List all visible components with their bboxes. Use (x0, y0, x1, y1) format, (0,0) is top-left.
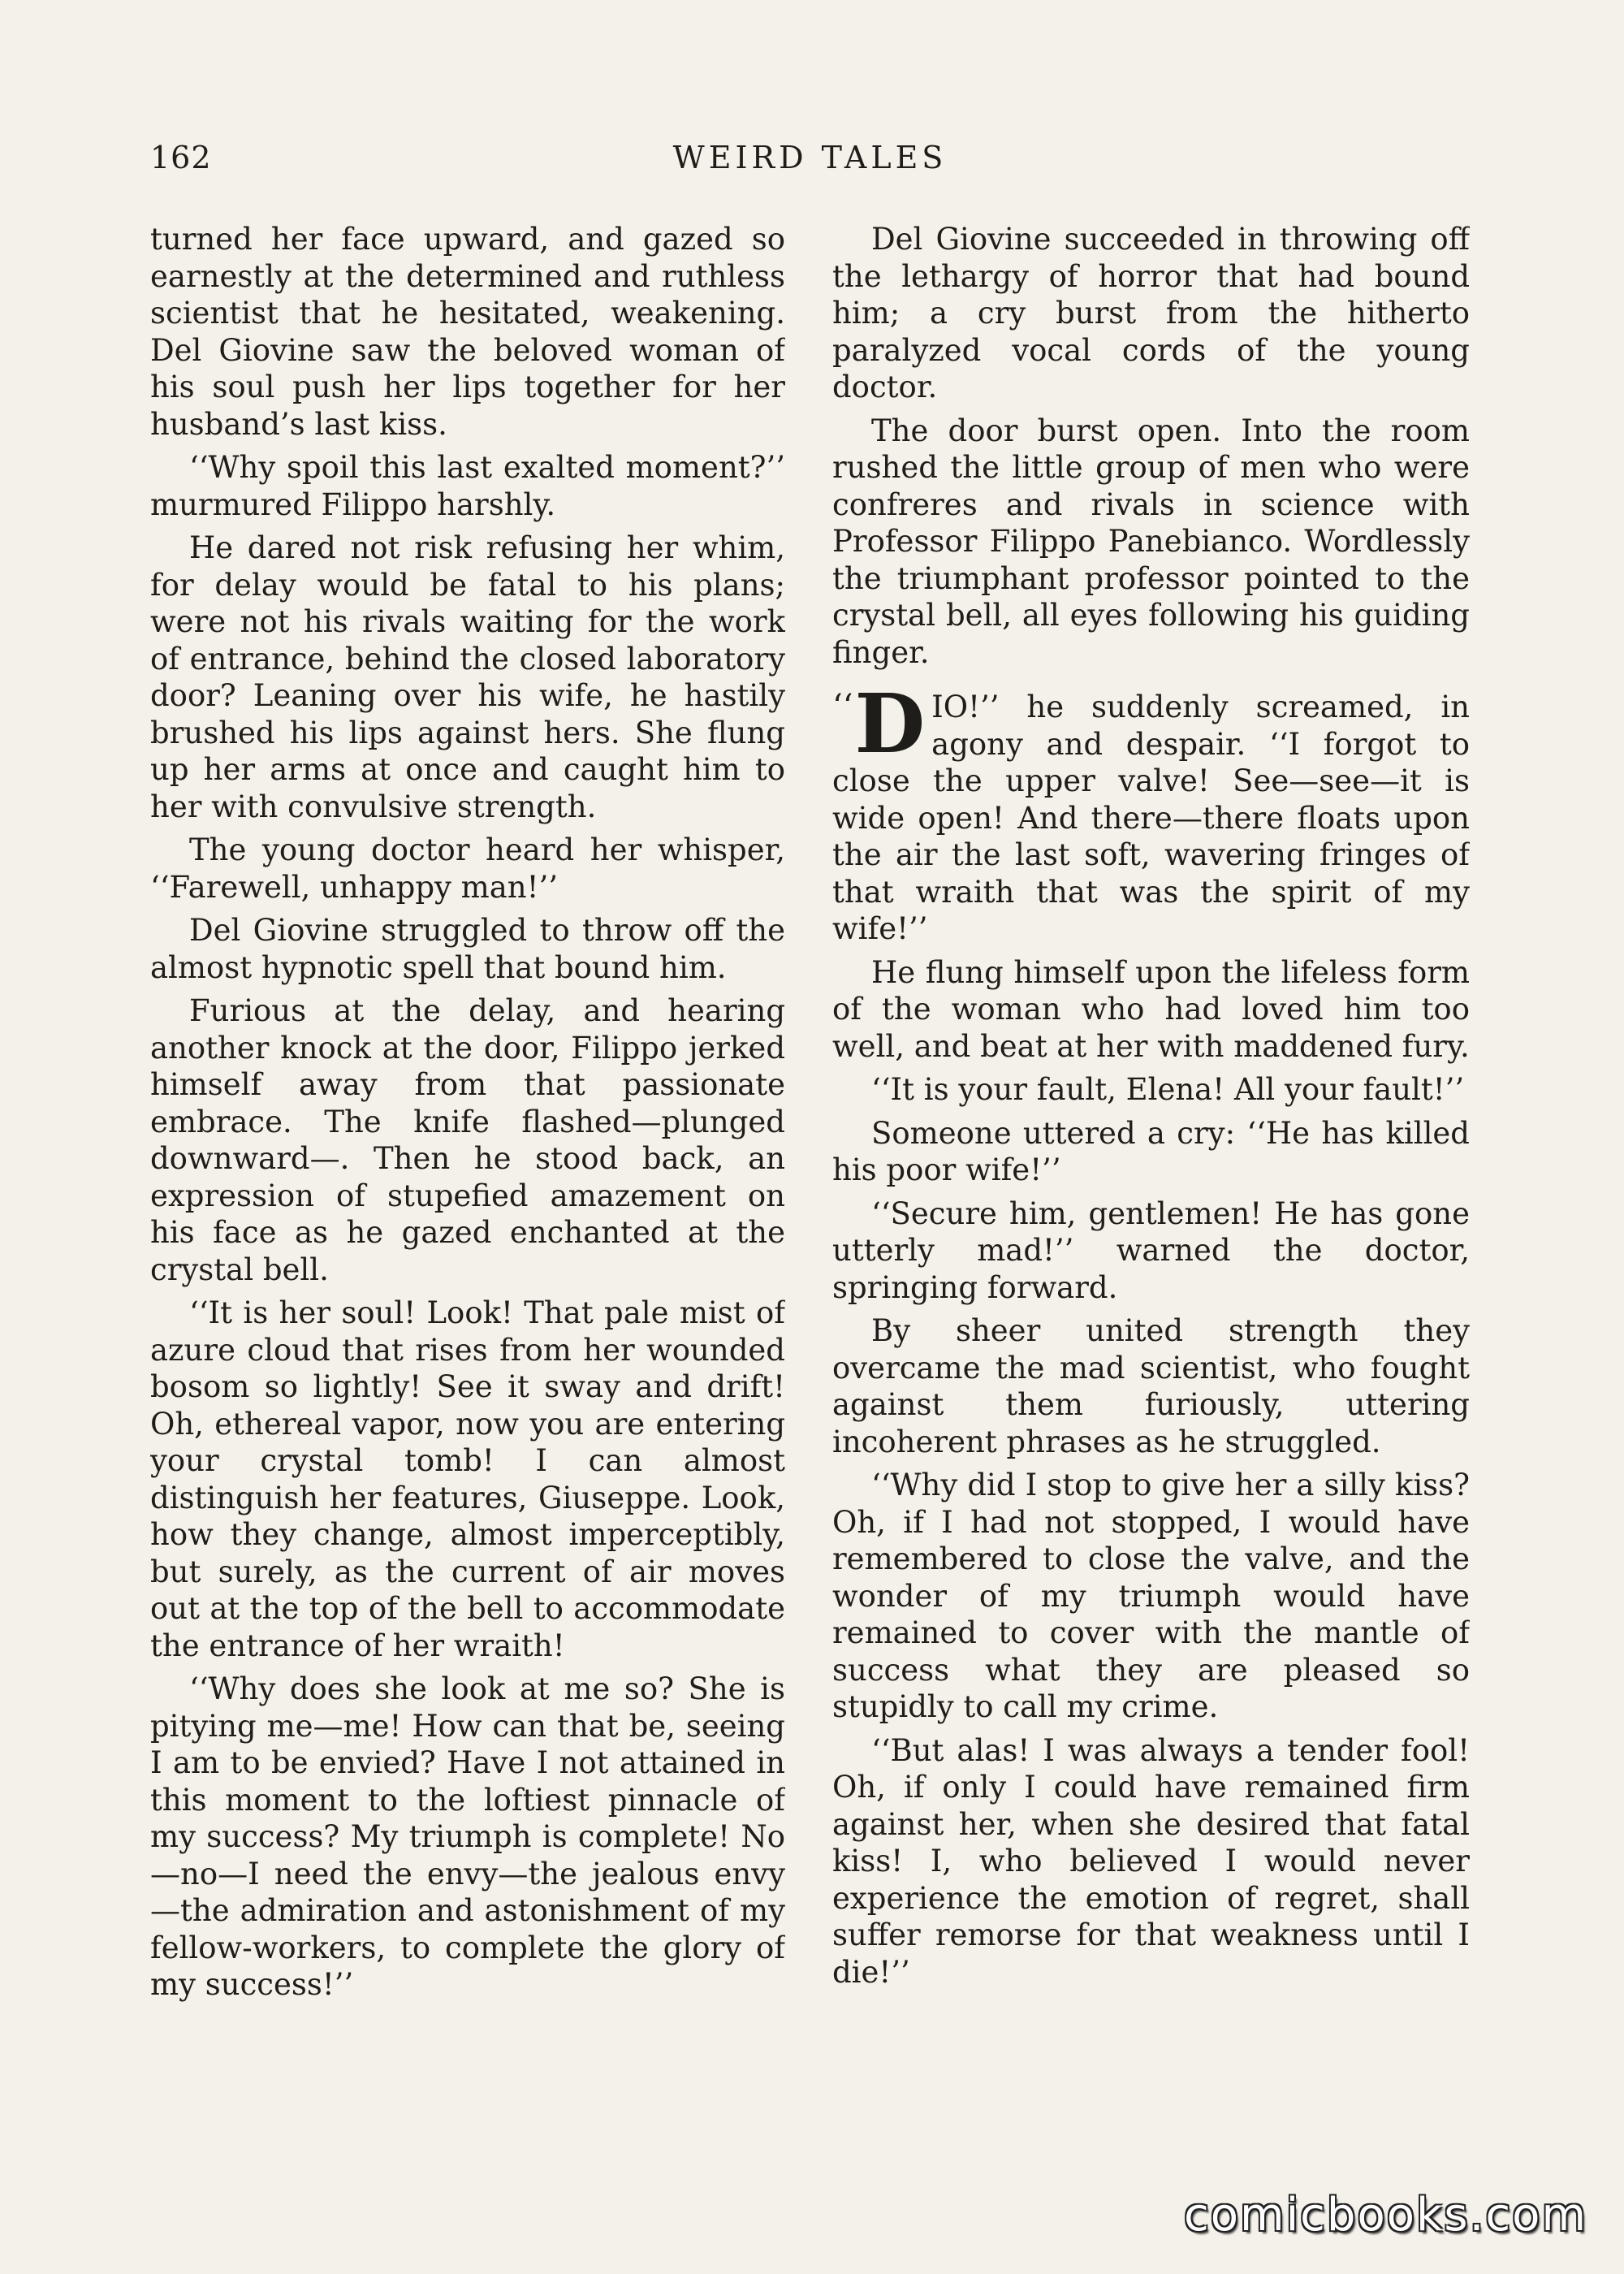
paragraph: The young doctor heard her whisper, ‘‘Farewell, unhappy man!’’ (150, 832, 785, 905)
paragraph: ‘‘Why did I stop to give her a silly kiss? Oh, if I had not stopped, I would have remembered to close the valve, and the wonder of my triumph would have remained to cover with the mantle of success what they are pleased so stupidly to call my crime. (832, 1468, 1470, 1724)
dropcap-text: IO!’’ he suddenly screamed, in agony and despair. ‘‘I forgot to close the upper valve! See—see—it is wide open! And there—there floats upon the air the last soft, wavering fringes of that wraith that was the spirit of my wife!’’ (832, 690, 1470, 946)
paragraph: Furious at the delay, and hearing another knock at the door, Filippo jerked himself away from that passionate embrace. The knife flashed—plunged downward—. Then he stood back, an expression of stupefied amazement on his face as he gazed enchanted at the crystal bell. (150, 993, 785, 1287)
paragraph: ‘‘Why does she look at me so? She is pitying me—me! How can that be, seeing I am to be envied? Have I not attained in this moment to the loftiest pinnacle of my success? My triumph is complete! No—no—I need the envy—the jealous envy—the admiration and astonishment of my fellow-workers, to complete the glory of my success!’’ (150, 1671, 785, 2002)
paragraph: ‘‘But alas! I was always a tender fool! Oh, if only I could have remained firm against her, when she desired that fatal kiss! I, who believed I would never experience the emotion of regret, shall suffer remorse for that weakness until I die!’’ (832, 1732, 1470, 1990)
paragraph: Del Giovine succeeded in throwing off the lethargy of horror that had bound him; a cry burst from the hitherto paralyzed vocal cords of the young doctor. (832, 222, 1470, 404)
page-number: 162 (150, 140, 212, 175)
paragraph: ‘‘It is her soul! Look! That pale mist of azure cloud that rises from her wounded bosom so lightly! See it sway and drift! Oh, ethereal vapor, now you are entering your crystal tomb! I can almost distinguish her features, Giuseppe. Look, how they change, almost imperceptibly, but surely, as the current of air moves out at the top of the bell to accommodate the entrance of her wraith! (150, 1295, 785, 1663)
paragraph: ‘‘Secure him, gentlemen! He has gone utterly mad!’’ warned the doctor, springing forward. (832, 1195, 1470, 1305)
paragraph: He dared not risk refusing her whim, for delay would be fatal to his plans; were not his rivals waiting for the work of entrance, behind the closed laboratory door? Leaning over his wife, he hastily brushed his lips against hers. She flung up her arms at once and caught him to her with convulsive strength. (150, 530, 785, 824)
paragraph: By sheer united strength they overcame the mad scientist, who fought against them furiously, uttering incoherent phrases as he struggled. (832, 1313, 1470, 1459)
paragraph: ‘‘It is your fault, Elena! All your fault!’’ (871, 1072, 1465, 1107)
left-column (150, 221, 785, 2113)
paragraph: Del Giovine struggled to throw off the almost hypnotic spell that bound him. (150, 913, 785, 985)
right-column (832, 221, 1470, 2113)
page-header (150, 140, 1470, 188)
dropcap-open-quote: ‘‘ (832, 688, 853, 725)
dropcap-paragraph (832, 676, 1470, 948)
paragraph: turned her face upward, and gazed so earnestly at the determined and ruthless scientist that he hesitated, weakening. Del Giovine saw the beloved woman of his soul push her lips together for her husband’s last kiss. (150, 222, 785, 442)
running-head: WEIRD TALES (672, 140, 948, 175)
dropcap-letter: D (854, 676, 926, 772)
paragraph: The door burst open. Into the room rushed the little group of men who were confreres and rivals in science with Professor Filippo Panebianco. Wordlessly the triumphant professor pointed to the crystal bell, all eyes following his guiding finger. (832, 413, 1470, 670)
watermark: comicbooks.com (1183, 2189, 1587, 2242)
paragraph: Someone uttered a cry: ‘‘He has killed his poor wife!’’ (832, 1115, 1470, 1187)
paragraph: He flung himself upon the lifeless form of the woman who had loved him too well, and beat at her with maddened fury. (832, 954, 1470, 1064)
paragraph: ‘‘Why spoil this last exalted moment?’’ murmured Filippo harshly. (150, 450, 785, 522)
